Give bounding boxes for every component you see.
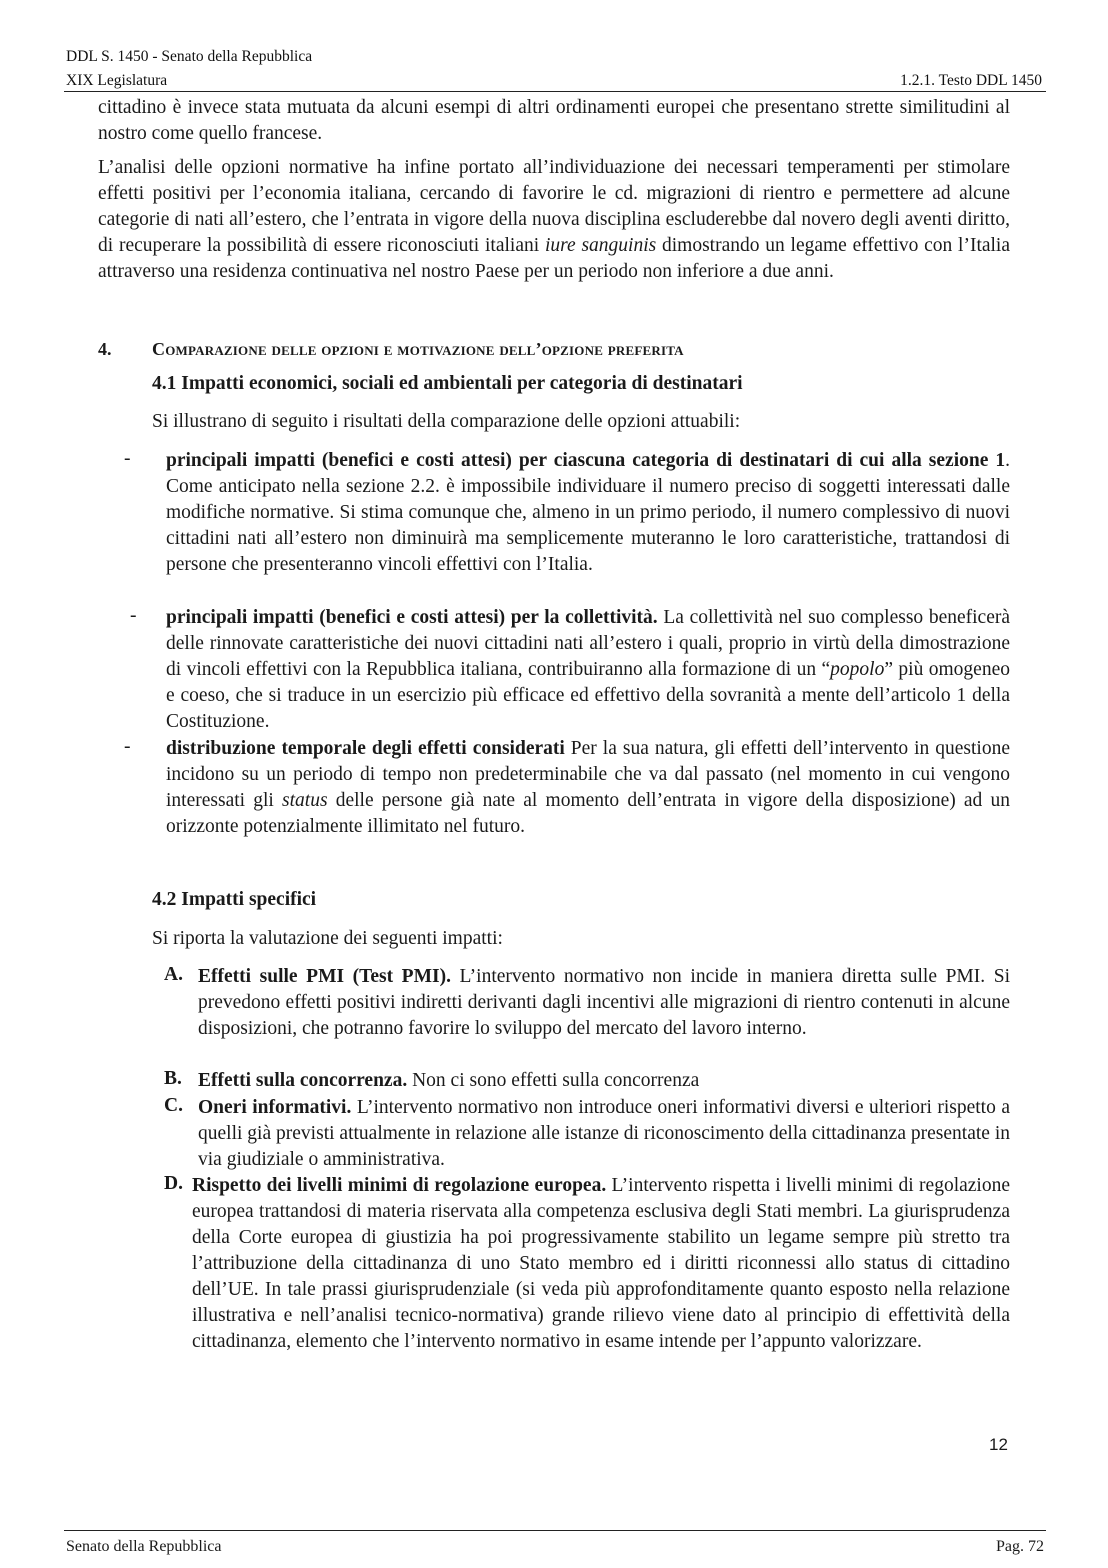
header-title: DDL S. 1450 - Senato della Repubblica	[66, 48, 313, 65]
bullet-italic-term: popolo	[830, 659, 885, 680]
paragraph-analysis-tail: dimostrando un legame effettivo con l’Italia attraverso una residenza continuativa nel nostro Paese per un periodo non inferiore a due anni.	[98, 235, 1011, 282]
page-number: 12	[989, 1435, 1008, 1454]
subsection-intro-4-1: Si illustrano di seguito i risultati della comparazione delle opzioni attuabili:	[152, 411, 741, 432]
header-section-ref: 1.2.1. Testo DDL 1450	[900, 72, 1042, 89]
list-letter: C.	[164, 1095, 183, 1116]
list-item-lead: Effetti sulla concorrenza.	[198, 1070, 408, 1091]
paragraph-analysis-text: L’analisi delle opzioni normative ha infine portato all’individuazione dei necessari temperamenti per stimolare effetti positivi per l’economia italiana, cercando di favorire le cd. migrazioni di rientro e permettere ad alcune categorie di nati all’estero, che l’entrata in vigore della nuova disciplina escluderebbe dal novero degli aventi diritto, di recuperare la possibilità di essere riconosciuti italiani	[98, 157, 1010, 256]
list-item	[192, 1173, 1010, 1355]
list-item-lead: Effetti sulle PMI (Test PMI).	[198, 966, 451, 987]
bullet-dash: -	[124, 448, 131, 469]
bullet-text-tail: ” più omogeneo e coeso, che si traduce in un esercizio più efficace ed effettivo della sovranità a mente dell’articolo 1 della Costituzione.	[166, 659, 1010, 732]
subsection-heading-4-2: 4.2 Impatti specifici	[152, 889, 317, 910]
bullet-dash: -	[130, 605, 137, 626]
bullet-italic-term: status	[282, 790, 328, 811]
latin-term: iure sanguinis	[544, 235, 657, 256]
list-item-text: L’intervento rispetta i livelli minimi di regolazione europea trattandosi di materia riservata alla competenza esclusiva degli Stati membri. La giurisprudenza della Corte europea di giustizia ha poi progressivamente stabilito un legame sempre più stretto tra l’attribuzione della cittadinanza di uno Stato membro ed i diritti riconnessi allo status di cittadino dell’UE. In tale prassi giurisprudenziale (si veda più approfonditamente quanto esposto nella relazione illustrativa e nell’analisi tecnico-normativa) grande rilievo viene dato al principio di effettività della cittadinanza, elemento che l’intervento normativo in esame intende per l’appunto valorizzare.	[192, 1175, 1010, 1352]
subsection-heading-4-1: 4.1 Impatti economici, sociali ed ambientali per categoria di destinatari	[152, 373, 743, 394]
list-item-text: Non ci sono effetti sulla concorrenza	[407, 1070, 700, 1091]
section-title: Comparazione delle opzioni e motivazione dell’opzione preferita	[152, 339, 684, 359]
bullet-text: . Come anticipato nella sezione 2.2. è impossibile individuare il numero preciso di soggetti interessati dalle modifiche normative. Si stima comunque che, almeno in un primo periodo, il numero complessivo di nuovi cittadini nati all’estero non diminuirà ma semplicemente muteranno le loro caratteristiche, trattandosi di persone che presenteranno vincoli effettivi con l’Italia.	[166, 450, 1010, 575]
paragraph-analysis	[98, 155, 1010, 285]
subsection-intro-4-2: Si riporta la valutazione dei seguenti impatti:	[152, 928, 503, 949]
list-item-text: L’intervento normativo non incide in maniera diretta sulle PMI. Si prevedono effetti positivi indiretti derivanti dagli incentivi alle migrazioni di rientro contenuti in alcune disposizioni, che potranno favorire lo sviluppo del mercato del lavoro interno.	[198, 966, 1010, 1039]
list-item-lead: Oneri informativi.	[198, 1097, 352, 1118]
section-number: 4.	[98, 339, 112, 359]
bullet-item	[166, 736, 1010, 840]
list-item-lead: Rispetto dei livelli minimi di regolazione europea.	[192, 1175, 607, 1196]
header-rule	[64, 91, 1046, 92]
bullet-item	[166, 448, 1010, 578]
footer-rule	[64, 1530, 1046, 1531]
bullet-text: Per la sua natura, gli effetti dell’intervento in questione incidono su un periodo di tempo non predeterminabile che va dal passato (nel momento in cui vengono interessati gli	[166, 738, 1010, 811]
list-letter: A.	[164, 964, 183, 985]
bullet-text: La collettività nel suo complesso beneficerà delle rinnovate caratteristiche dei nuovi cittadini nati all’estero i quali, proprio in virtù della dimostrazione di vincoli effettivi con la Repubblica italiana, contribuiranno alla formazione di un “	[166, 607, 1011, 680]
bullet-item	[166, 605, 1010, 735]
list-letter: B.	[164, 1068, 182, 1089]
list-letter: D.	[164, 1173, 183, 1194]
list-item	[198, 1095, 1010, 1173]
footer-page: Pag. 72	[996, 1538, 1044, 1555]
bullet-dash: -	[124, 736, 131, 757]
list-item	[198, 964, 1010, 1042]
paragraph-continuation: cittadino è invece stata mutuata da alcuni esempi di altri ordinamenti europei che presentano strette similitudini al nostro come quello francese.	[98, 97, 1010, 144]
bullet-lead: principali impatti (benefici e costi attesi) per ciascuna categoria di destinatari di cui alla sezione 1	[166, 450, 1006, 471]
list-item	[198, 1068, 1010, 1094]
list-item-text: L’intervento normativo non introduce oneri informativi diversi e ulteriori rispetto a quelli già previsti attualmente in relazione alle istanze di riconoscimento della cittadinanza presentate in via giudiziale o amministrativa.	[198, 1097, 1010, 1170]
header-legislature: XIX Legislatura	[66, 72, 168, 89]
bullet-lead: distribuzione temporale degli effetti considerati	[166, 738, 565, 759]
footer-senate: Senato della Repubblica	[66, 1538, 222, 1555]
bullet-text-tail: delle persone già nate al momento dell’entrata in vigore della disposizione) ad un orizzonte potenzialmente illimitato nel futuro.	[166, 790, 1010, 837]
bullet-lead: principali impatti (benefici e costi attesi) per la collettività.	[166, 607, 658, 628]
